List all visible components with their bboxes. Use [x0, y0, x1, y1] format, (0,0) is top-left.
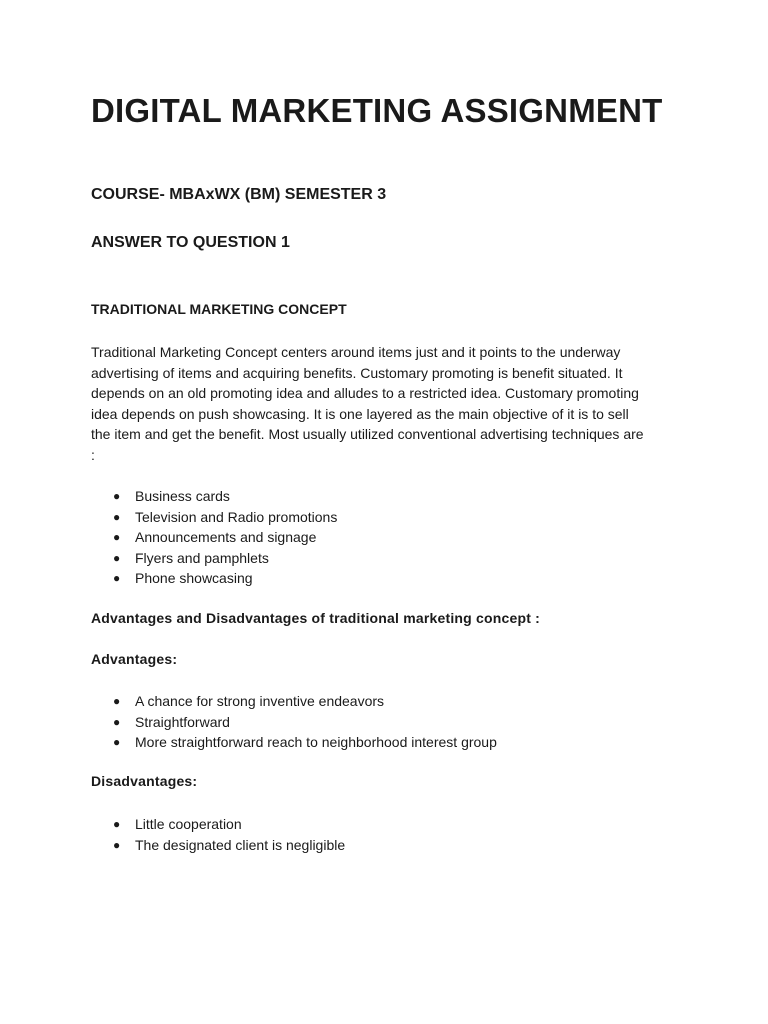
list-item: ● Little cooperation	[91, 814, 345, 835]
list-item: ● Straightforward	[91, 712, 497, 733]
adv-dis-heading: Advantages and Disadvantages of traditional marketing concept :	[91, 610, 541, 626]
list-item: ● Phone showcasing	[91, 568, 337, 589]
bullet-icon: ●	[113, 571, 121, 585]
techniques-list	[91, 486, 337, 589]
advantages-list	[91, 691, 497, 753]
bullet-icon: ●	[113, 694, 121, 708]
course-line: COURSE- MBAxWX (BM) SEMESTER 3	[91, 186, 387, 203]
list-item: ● More straightforward reach to neighborhood interest group	[91, 732, 497, 753]
bullet-icon: ●	[113, 530, 121, 544]
bullet-icon: ●	[113, 489, 121, 503]
answer-heading: ANSWER TO QUESTION 1	[91, 234, 290, 251]
bullet-icon: ●	[113, 550, 121, 565]
bullet-icon: ●	[113, 735, 121, 749]
advantages-heading: Advantages:	[91, 651, 178, 667]
list-item: ● The designated client is negligible	[91, 835, 345, 856]
bullet-icon: ●	[113, 837, 121, 852]
list-item: ● Business cards	[91, 486, 337, 507]
bullet-icon: ●	[113, 714, 121, 729]
disadvantages-heading: Disadvantages:	[91, 773, 198, 789]
list-item: ● Television and Radio promotions	[91, 507, 337, 528]
section-heading: TRADITIONAL MARKETING CONCEPT	[91, 301, 347, 317]
list-item: ● A chance for strong inventive endeavors	[91, 691, 497, 712]
bullet-icon: ●	[113, 509, 121, 524]
document-title: DIGITAL MARKETING ASSIGNMENT	[91, 92, 663, 129]
list-item: ● Flyers and pamphlets	[91, 548, 337, 569]
bullet-icon: ●	[113, 817, 121, 831]
disadvantages-list	[91, 814, 345, 855]
concept-paragraph: Traditional Marketing Concept centers around items just and it points to the underway advertising of items and acquiring benefits. Customary promoting is benefit situated. It depends on an old promoting idea and alludes to a restricted idea. Customary promoting idea depends on push showcasing. It is one layered as the main objective of it is to sell the item and get the benefit. Most usually utilized conventional advertising techniques are :	[91, 344, 644, 463]
list-item: ● Announcements and signage	[91, 527, 337, 548]
